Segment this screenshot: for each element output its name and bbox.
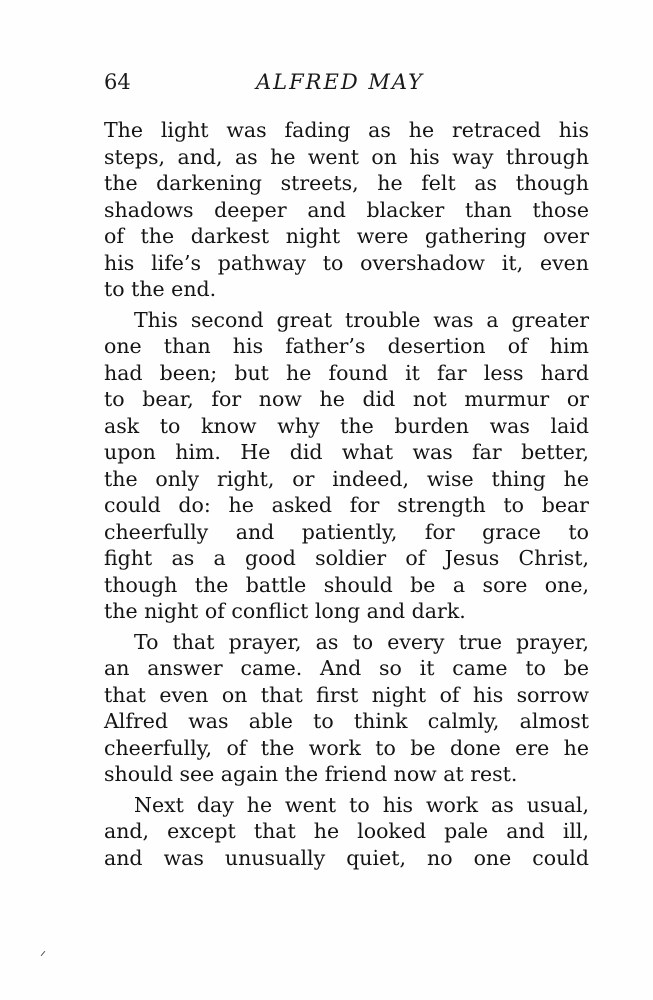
text-line: and, except that he looked pale and ill, [104,819,589,843]
text-line: Next day he went to his work as usual, [134,792,589,817]
running-head: ALFRED MAY [256,70,425,94]
paragraph [104,307,589,625]
text-line: and was unusually quiet, no one could [104,845,589,870]
text-line: ask to know why the burden was laid [104,413,589,438]
text-line: This second great trouble was a greater [134,307,589,332]
text-line: fight as a good soldier of Jesus Christ, [104,546,589,570]
text-line: steps, and, as he went on his way through [104,144,589,169]
text-line: to bear, for now he did not murmur or [104,387,589,411]
text-line: though the battle should be a sore one, [104,572,589,597]
page-header [104,70,589,106]
text-line: had been; but he found it far less hard [104,360,589,385]
text-line: cheerfully, of the work to be done ere he [104,735,589,760]
text-line: upon him. He did what was far better, [104,440,589,464]
paragraph [104,792,589,872]
text-line: The light was fading as he retraced his [104,118,589,142]
text-line: one than his father’s desertion of him [104,334,589,358]
text-line: cheerfully and patiently, for grace to [104,519,589,544]
stray-mark [41,951,46,956]
text-line: the only right, or indeed, wise thing he [104,466,589,491]
text-line: Alfred was able to think calmly, almost [104,709,589,733]
text-line: an answer came. And so it came to be [104,656,589,680]
page-number: 64 [104,70,131,94]
paragraph [104,629,589,788]
paragraph [104,117,589,303]
text-line: to the end. [104,277,217,301]
text-line: should see again the friend now at rest. [104,762,518,786]
text-line: the night of conflict long and dark. [104,599,466,623]
text-line: that even on that first night of his sorrow [104,682,589,707]
body-text [104,117,589,875]
text-line: could do: he asked for strength to bear [104,493,589,517]
text-line: To that prayer, as to every true prayer, [134,629,589,654]
text-line: the darkening streets, he felt as though [104,171,589,195]
text-line: of the darkest night were gathering over [104,224,589,248]
text-line: his life’s pathway to overshadow it, even [104,250,589,275]
text-line: shadows deeper and blacker than those [104,197,589,222]
